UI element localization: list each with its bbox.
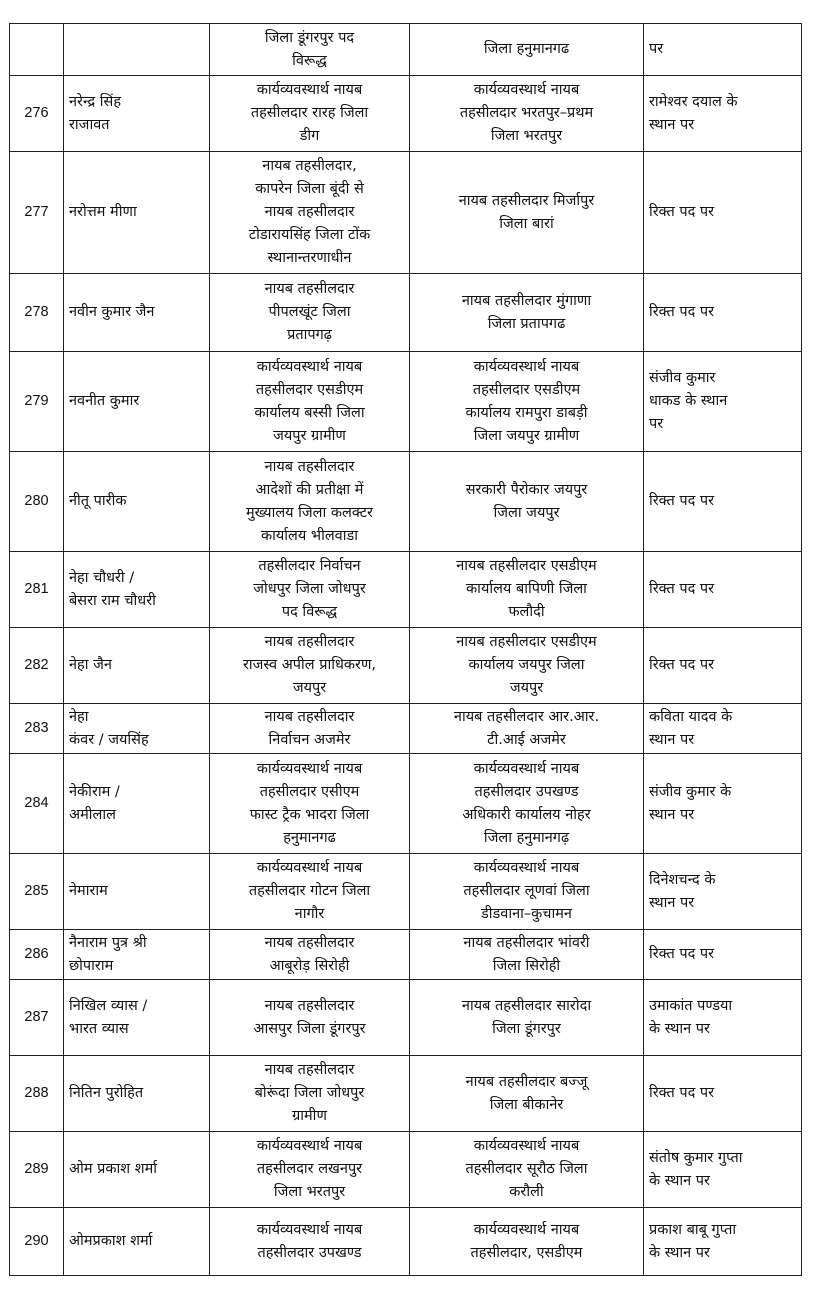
vacancy-note: रिक्त पद पर — [644, 1056, 802, 1132]
header-place: पर — [644, 24, 802, 76]
serial-number: 276 — [10, 76, 64, 152]
serial-number: 285 — [10, 854, 64, 930]
vacancy-note: कविता यादव के स्थान पर — [644, 704, 802, 754]
vacancy-note: संजीव कुमार के स्थान पर — [644, 754, 802, 854]
current-posting: नायब तहसीलदार आबूरोड़ सिरोही — [210, 930, 410, 980]
table-row — [10, 152, 802, 274]
vacancy-note: रिक्त पद पर — [644, 930, 802, 980]
vacancy-note: रामेश्वर दयाल के स्थान पर — [644, 76, 802, 152]
current-posting: कार्यव्यवस्थार्थ नायब तहसीलदार एसडीएम कार्यालय बस्सी जिला जयपुर ग्रामीण — [210, 352, 410, 452]
serial-number: 288 — [10, 1056, 64, 1132]
current-posting: नायब तहसीलदार राजस्व अपील प्राधिकरण, जयपुर — [210, 628, 410, 704]
current-posting: नायब तहसीलदार पीपलखूंट जिला प्रतापगढ़ — [210, 274, 410, 352]
new-posting: नायब तहसीलदार एसडीएम कार्यालय जयपुर जिला जयपुर — [410, 628, 644, 704]
officer-name: नेमाराम — [64, 854, 210, 930]
table-body — [10, 24, 802, 1276]
serial-number: 287 — [10, 980, 64, 1056]
header-from: जिला डूंगरपुर पद विरूद्ध — [210, 24, 410, 76]
new-posting: नायब तहसीलदार आर.आर. टी.आई अजमेर — [410, 704, 644, 754]
transfer-table — [9, 23, 802, 1276]
vacancy-note: संतोष कुमार गुप्ता के स्थान पर — [644, 1132, 802, 1208]
new-posting: कार्यव्यवस्थार्थ नायब तहसीलदार लूणवां जिला डीडवाना–कुचामन — [410, 854, 644, 930]
serial-number: 282 — [10, 628, 64, 704]
officer-name: ओम प्रकाश शर्मा — [64, 1132, 210, 1208]
serial-number: 278 — [10, 274, 64, 352]
vacancy-note: रिक्त पद पर — [644, 452, 802, 552]
new-posting: कार्यव्यवस्थार्थ नायब तहसीलदार भरतपुर–प्रथम जिला भरतपुर — [410, 76, 644, 152]
serial-number: 284 — [10, 754, 64, 854]
vacancy-note: संजीव कुमार धाकड के स्थान पर — [644, 352, 802, 452]
table-row — [10, 274, 802, 352]
table-row — [10, 754, 802, 854]
serial-number: 289 — [10, 1132, 64, 1208]
current-posting: नायब तहसीलदार आसपुर जिला डूंगरपुर — [210, 980, 410, 1056]
table-row — [10, 452, 802, 552]
current-posting: कार्यव्यवस्थार्थ नायब तहसीलदार उपखण्ड — [210, 1208, 410, 1276]
new-posting: नायब तहसीलदार बज्जू जिला बीकानेर — [410, 1056, 644, 1132]
officer-name: नीतू पारीक — [64, 452, 210, 552]
serial-number: 277 — [10, 152, 64, 274]
table-row — [10, 352, 802, 452]
officer-name: नेहा कंवर / जयसिंह — [64, 704, 210, 754]
current-posting: तहसीलदार निर्वाचन जोधपुर जिला जोधपुर पद विरूद्ध — [210, 552, 410, 628]
serial-number: 279 — [10, 352, 64, 452]
new-posting: सरकारी पैरोकार जयपुर जिला जयपुर — [410, 452, 644, 552]
vacancy-note: रिक्त पद पर — [644, 152, 802, 274]
current-posting: कार्यव्यवस्थार्थ नायब तहसीलदार रारह जिला डीग — [210, 76, 410, 152]
officer-name: नेहा चौधरी / बेसरा राम चौधरी — [64, 552, 210, 628]
new-posting: नायब तहसीलदार सारोदा जिला डूंगरपुर — [410, 980, 644, 1056]
serial-number: 280 — [10, 452, 64, 552]
table-row — [10, 1208, 802, 1276]
new-posting: कार्यव्यवस्थार्थ नायब तहसीलदार सूरौठ जिला करौली — [410, 1132, 644, 1208]
current-posting: नायब तहसीलदार आदेशों की प्रतीक्षा में मुख्यालय जिला कलक्टर कार्यालय भीलवाडा — [210, 452, 410, 552]
officer-name: ओमप्रकाश शर्मा — [64, 1208, 210, 1276]
officer-name: नैनाराम पुत्र श्री छोपाराम — [64, 930, 210, 980]
officer-name: नेहा जैन — [64, 628, 210, 704]
new-posting: नायब तहसीलदार मिर्जापुर जिला बारां — [410, 152, 644, 274]
serial-number: 286 — [10, 930, 64, 980]
current-posting: कार्यव्यवस्थार्थ नायब तहसीलदार लखनपुर जिला भरतपुर — [210, 1132, 410, 1208]
serial-number: 281 — [10, 552, 64, 628]
vacancy-note: प्रकाश बाबू गुप्ता के स्थान पर — [644, 1208, 802, 1276]
officer-name: नरेन्द्र सिंह राजावत — [64, 76, 210, 152]
new-posting: कार्यव्यवस्थार्थ नायब तहसीलदार उपखण्ड अधिकारी कार्यालय नोहर जिला हनुमानगढ़ — [410, 754, 644, 854]
header-sno — [10, 24, 64, 76]
table-row — [10, 76, 802, 152]
table-row — [10, 704, 802, 754]
header-row — [10, 24, 802, 76]
table-row — [10, 1056, 802, 1132]
officer-name: नवीन कुमार जैन — [64, 274, 210, 352]
vacancy-note: रिक्त पद पर — [644, 628, 802, 704]
vacancy-note: रिक्त पद पर — [644, 552, 802, 628]
current-posting: कार्यव्यवस्थार्थ नायब तहसीलदार गोटन जिला नागौर — [210, 854, 410, 930]
table-row — [10, 1132, 802, 1208]
current-posting: नायब तहसीलदार निर्वाचन अजमेर — [210, 704, 410, 754]
vacancy-note: उमाकांत पण्डया के स्थान पर — [644, 980, 802, 1056]
current-posting: कार्यव्यवस्थार्थ नायब तहसीलदार एसीएम फास्ट ट्रैक भादरा जिला हनुमानगढ — [210, 754, 410, 854]
header-to: जिला हनुमानगढ — [410, 24, 644, 76]
officer-name: निखिल व्यास / भारत व्यास — [64, 980, 210, 1056]
new-posting: कार्यव्यवस्थार्थ नायब तहसीलदार, एसडीएम — [410, 1208, 644, 1276]
new-posting: कार्यव्यवस्थार्थ नायब तहसीलदार एसडीएम कार्यालय रामपुरा डाबड़ी जिला जयपुर ग्रामीण — [410, 352, 644, 452]
table-row — [10, 980, 802, 1056]
new-posting: नायब तहसीलदार मुंगाणा जिला प्रतापगढ — [410, 274, 644, 352]
officer-name: नरोत्तम मीणा — [64, 152, 210, 274]
officer-name: नितिन पुरोहित — [64, 1056, 210, 1132]
table-row — [10, 552, 802, 628]
current-posting: नायब तहसीलदार बोरूंदा जिला जोधपुर ग्रामीण — [210, 1056, 410, 1132]
vacancy-note: रिक्त पद पर — [644, 274, 802, 352]
serial-number: 283 — [10, 704, 64, 754]
current-posting: नायब तहसीलदार, कापरेन जिला बूंदी से नायब तहसीलदार टोडारायसिंह जिला टोंक स्थानान्तरणाधीन — [210, 152, 410, 274]
vacancy-note: दिनेशचन्द के स्थान पर — [644, 854, 802, 930]
table-row — [10, 930, 802, 980]
new-posting: नायब तहसीलदार भांवरी जिला सिरोही — [410, 930, 644, 980]
header-name — [64, 24, 210, 76]
officer-name: नवनीत कुमार — [64, 352, 210, 452]
new-posting: नायब तहसीलदार एसडीएम कार्यालय बापिणी जिला फलौदी — [410, 552, 644, 628]
serial-number: 290 — [10, 1208, 64, 1276]
table-row — [10, 628, 802, 704]
officer-name: नेकीराम / अमीलाल — [64, 754, 210, 854]
table-row — [10, 854, 802, 930]
